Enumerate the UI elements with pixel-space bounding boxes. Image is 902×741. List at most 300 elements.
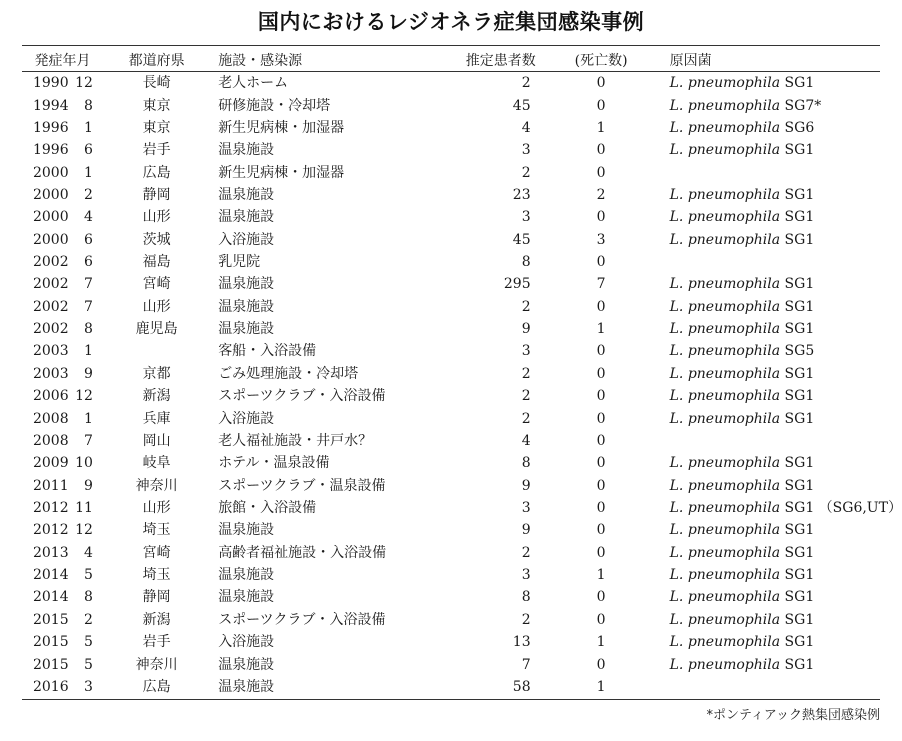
cell-year: 2015 [32, 656, 69, 673]
cell-organism [644, 452, 902, 474]
cell-cases [443, 161, 559, 183]
cell-date [22, 72, 103, 94]
cell-cases [443, 653, 559, 675]
cell-facility: 入浴施設 [218, 410, 275, 427]
cell-species: L. pneumophila [669, 500, 781, 516]
cell-prefecture: 広島 [142, 164, 171, 181]
cell-year: 2006 [32, 388, 69, 405]
table-row [22, 653, 902, 675]
cell-cases-value: 4 [521, 432, 531, 449]
cell-cases [443, 139, 559, 161]
outbreak-table [22, 48, 902, 698]
cell-serogroup: SG5 [784, 343, 815, 360]
cell-species: L. pneumophila [669, 142, 781, 159]
cell-cases [443, 229, 559, 251]
cell-year: 2003 [32, 365, 69, 382]
cell-cases-value: 23 [512, 186, 531, 203]
column-header-organism: 原因菌 [669, 53, 712, 69]
cell-month: 11 [75, 500, 93, 516]
cell-cases-value: 2 [521, 410, 531, 427]
cell-year: 2002 [32, 321, 69, 338]
cell-species: L. pneumophila [669, 522, 781, 539]
cell-deaths: 0 [596, 164, 606, 181]
cell-organism [644, 542, 902, 564]
cell-organism [644, 519, 902, 541]
table-row [22, 340, 902, 362]
table-row [22, 676, 902, 698]
cell-cases [443, 251, 559, 273]
cell-prefecture: 新潟 [142, 388, 171, 405]
cell-cases-value: 58 [512, 678, 531, 695]
cell-month: 4 [84, 544, 93, 561]
table-row [22, 363, 902, 385]
cell-cases [443, 407, 559, 429]
cell-date [22, 430, 103, 452]
cell-serogroup: SG1 [784, 611, 815, 628]
table-row [22, 184, 902, 206]
cell-deaths: 0 [596, 388, 606, 405]
cell-cases [443, 94, 559, 116]
cell-cases [443, 474, 559, 496]
cell-prefecture: 新潟 [142, 611, 171, 628]
cell-serogroup: SG1 [784, 410, 815, 427]
cell-month: 12 [75, 388, 93, 405]
cell-facility: 温泉施設 [218, 589, 275, 606]
cell-cases [443, 519, 559, 541]
cell-deaths: 0 [596, 75, 606, 92]
table-bottom-rule [22, 699, 880, 700]
cell-date [22, 117, 103, 139]
cell-serogroup: SG1 [784, 567, 815, 584]
cell-serogroup: SG1 [784, 522, 815, 539]
table-row [22, 296, 902, 318]
cell-prefecture: 東京 [142, 119, 171, 136]
cell-organism [644, 117, 902, 139]
cell-deaths: 0 [596, 477, 606, 494]
cell-month: 12 [75, 75, 93, 92]
cell-cases-value: 9 [521, 477, 531, 494]
cell-year: 2000 [32, 186, 69, 203]
cell-organism [644, 497, 902, 519]
cell-cases [443, 296, 559, 318]
table-row [22, 72, 902, 94]
cell-cases [443, 363, 559, 385]
cell-organism [644, 340, 902, 362]
cell-facility: スポーツクラブ・温泉設備 [218, 477, 386, 494]
cell-date [22, 273, 103, 295]
cell-facility: 老人ホーム [218, 75, 289, 92]
cell-cases-value: 295 [503, 276, 531, 293]
cell-species: L. pneumophila [669, 321, 781, 338]
cell-date [22, 385, 103, 407]
cell-cases [443, 206, 559, 228]
cell-facility: 老人福祉施設・井戸水？ [218, 432, 373, 449]
cell-facility: 温泉施設 [218, 186, 275, 203]
cell-facility: 旅館・入浴設備 [218, 500, 317, 516]
cell-prefecture: 岐阜 [142, 455, 171, 472]
cell-prefecture: 宮崎 [142, 544, 171, 561]
cell-cases-value: 8 [521, 254, 531, 271]
cell-date [22, 318, 103, 340]
cell-cases [443, 586, 559, 608]
cell-facility: 温泉施設 [218, 321, 275, 338]
cell-month: 8 [84, 321, 93, 338]
cell-deaths: 0 [596, 343, 606, 360]
cell-facility: 入浴施設 [218, 231, 275, 248]
page-title: 国内におけるレジオネラ症集団感染事例 [257, 10, 645, 34]
cell-date [22, 184, 103, 206]
cell-deaths: 0 [596, 298, 606, 315]
cell-date [22, 586, 103, 608]
cell-cases [443, 430, 559, 452]
cell-month: 4 [84, 209, 93, 226]
cell-cases [443, 340, 559, 362]
cell-organism [644, 161, 902, 183]
cell-deaths: 0 [596, 142, 606, 159]
cell-species: L. pneumophila [669, 544, 781, 561]
cell-cases-value: 8 [521, 455, 531, 472]
cell-year: 2000 [32, 231, 69, 248]
cell-organism [644, 564, 902, 586]
cell-year: 2002 [32, 254, 69, 271]
cell-year: 2012 [32, 500, 69, 516]
cell-serogroup: SG1 [784, 75, 815, 92]
cell-prefecture: 埼玉 [142, 567, 171, 584]
cell-month: 1 [84, 119, 93, 136]
cell-facility: 温泉施設 [218, 209, 275, 226]
cell-prefecture: 山形 [142, 209, 171, 226]
cell-year: 2002 [32, 298, 69, 315]
table-row [22, 497, 902, 519]
table-row [22, 94, 902, 116]
cell-serogroup: SG1 [784, 589, 815, 606]
cell-prefecture: 神奈川 [135, 656, 178, 673]
cell-facility: スポーツクラブ・入浴設備 [218, 611, 386, 628]
cell-cases-value: 4 [521, 119, 531, 136]
table-top-rule [22, 45, 880, 46]
cell-facility: 温泉施設 [218, 567, 275, 584]
cell-facility: 高齢者福祉施設・入浴設備 [218, 544, 387, 561]
cell-month: 9 [84, 477, 93, 494]
cell-year: 1996 [32, 142, 69, 159]
cell-deaths: 0 [596, 254, 606, 271]
table-row [22, 273, 902, 295]
cell-deaths: 1 [596, 321, 606, 338]
cell-serogroup: SG1 [784, 455, 815, 472]
cell-prefecture [103, 340, 210, 362]
cell-serogroup: SG1 [784, 634, 815, 651]
cell-year: 1996 [32, 119, 69, 136]
cell-cases [443, 542, 559, 564]
cell-serogroup: SG1 [784, 209, 815, 226]
cell-facility: 客船・入浴設備 [218, 343, 317, 360]
cell-date [22, 474, 103, 496]
column-header-cases: 推定患者数 [465, 53, 536, 69]
cell-year: 2002 [32, 276, 69, 293]
cell-facility: 温泉施設 [218, 298, 275, 315]
cell-species: L. pneumophila [669, 119, 781, 136]
cell-year: 2015 [32, 611, 69, 628]
cell-facility: 温泉施設 [218, 678, 275, 695]
cell-species: L. pneumophila [669, 410, 781, 427]
table-row [22, 407, 902, 429]
cell-cases [443, 318, 559, 340]
cell-organism [644, 206, 902, 228]
table-row [22, 586, 902, 608]
cell-organism [644, 296, 902, 318]
cell-cases [443, 564, 559, 586]
cell-cases-value: 3 [521, 500, 531, 516]
cell-month: 2 [84, 186, 93, 203]
cell-date [22, 363, 103, 385]
cell-year: 2008 [32, 410, 69, 427]
cell-serogroup: SG1 [784, 186, 815, 203]
cell-prefecture: 岩手 [142, 634, 171, 651]
cell-prefecture: 福島 [142, 254, 171, 271]
cell-deaths: 1 [596, 567, 606, 584]
cell-organism [644, 430, 902, 452]
cell-serogroup: SG1 [784, 276, 815, 293]
cell-prefecture: 静岡 [142, 186, 171, 203]
cell-cases-value: 13 [512, 634, 531, 651]
cell-species: L. pneumophila [669, 589, 781, 606]
cell-date [22, 161, 103, 183]
table-row [22, 229, 902, 251]
cell-organism [644, 318, 902, 340]
cell-deaths: 0 [596, 410, 606, 427]
cell-date [22, 542, 103, 564]
cell-date [22, 497, 103, 519]
cell-cases [443, 385, 559, 407]
cell-organism [644, 653, 902, 675]
cell-cases [443, 273, 559, 295]
cell-serogroup: SG1 [784, 142, 815, 159]
table-row [22, 139, 902, 161]
cell-species: L. pneumophila [669, 477, 781, 494]
cell-prefecture: 静岡 [142, 589, 171, 606]
cell-facility: 温泉施設 [218, 276, 275, 293]
cell-year: 2011 [32, 477, 69, 494]
cell-month: 1 [84, 164, 93, 181]
table-row [22, 117, 902, 139]
cell-cases [443, 184, 559, 206]
table-row [22, 161, 902, 183]
cell-organism [644, 609, 902, 631]
cell-year: 2008 [32, 432, 69, 449]
cell-cases-value: 3 [521, 209, 531, 226]
cell-species: L. pneumophila [669, 567, 781, 584]
cell-deaths: 0 [596, 500, 606, 516]
cell-month: 1 [84, 343, 93, 360]
cell-species: L. pneumophila [669, 388, 781, 405]
cell-year: 2014 [32, 589, 69, 606]
cell-serogroup: SG1 [784, 656, 815, 673]
table-row [22, 631, 902, 653]
cell-organism [644, 72, 902, 94]
cell-species: L. pneumophila [669, 343, 781, 360]
table-row [22, 452, 902, 474]
cell-deaths: 0 [596, 365, 606, 382]
cell-year: 2000 [32, 209, 69, 226]
cell-serogroup: SG6 [784, 119, 815, 136]
cell-facility: 温泉施設 [218, 656, 275, 673]
cell-cases-value: 7 [521, 656, 531, 673]
table-row [22, 564, 902, 586]
cell-deaths: 1 [596, 678, 606, 695]
table-row [22, 206, 902, 228]
cell-month: 2 [84, 611, 93, 628]
cell-cases [443, 452, 559, 474]
cell-species: L. pneumophila [669, 611, 781, 628]
cell-organism [644, 407, 902, 429]
cell-month: 12 [75, 522, 93, 539]
cell-year: 2015 [32, 634, 69, 651]
cell-deaths: 0 [596, 656, 606, 673]
cell-serogroup: SG1 [784, 388, 815, 405]
cell-year: 2016 [32, 678, 69, 695]
cell-cases-value: 2 [521, 75, 531, 92]
cell-facility: 入浴施設 [218, 634, 275, 651]
table-header-row [22, 48, 902, 72]
cell-deaths: 7 [596, 276, 606, 293]
cell-deaths: 1 [596, 119, 606, 136]
cell-year: 2000 [32, 164, 69, 181]
cell-cases-value: 9 [521, 321, 531, 338]
cell-deaths: 0 [596, 209, 606, 226]
cell-organism [644, 631, 902, 653]
cell-date [22, 139, 103, 161]
cell-prefecture: 神奈川 [135, 477, 178, 494]
cell-species: L. pneumophila [669, 186, 781, 203]
cell-prefecture: 岡山 [142, 432, 171, 449]
cell-date [22, 519, 103, 541]
cell-facility: スポーツクラブ・入浴設備 [218, 388, 386, 405]
cell-organism [644, 273, 902, 295]
cell-deaths: 1 [596, 634, 606, 651]
cell-date [22, 94, 103, 116]
cell-facility: 温泉施設 [218, 522, 275, 539]
cell-month: 5 [84, 656, 93, 673]
cell-cases-value: 3 [521, 343, 531, 360]
cell-date [22, 296, 103, 318]
cell-cases-value: 3 [521, 567, 531, 584]
cell-serogroup: SG1 [784, 231, 815, 248]
cell-month: 7 [84, 276, 93, 293]
cell-cases-value: 45 [512, 97, 531, 114]
cell-deaths: 3 [596, 231, 606, 248]
cell-deaths: 0 [596, 544, 606, 561]
cell-prefecture: 兵庫 [142, 410, 171, 427]
cell-prefecture: 岩手 [142, 142, 171, 159]
cell-deaths: 2 [596, 186, 606, 203]
cell-cases-value: 45 [512, 231, 531, 248]
cell-month: 8 [84, 97, 93, 114]
cell-cases-value: 2 [521, 544, 531, 561]
cell-year: 2003 [32, 343, 69, 360]
cell-serogroup: SG1 [784, 477, 815, 494]
cell-serogroup: SG1 [784, 321, 815, 338]
cell-date [22, 452, 103, 474]
cell-prefecture: 山形 [142, 500, 171, 516]
cell-month: 1 [84, 410, 93, 427]
column-header-facility: 施設・感染源 [218, 53, 303, 69]
cell-species: L. pneumophila [669, 276, 781, 293]
cell-year: 2009 [32, 455, 69, 472]
cell-date [22, 564, 103, 586]
cell-organism [644, 474, 902, 496]
cell-organism [644, 586, 902, 608]
cell-species: L. pneumophila [669, 298, 781, 315]
column-header-deaths: (死亡数) [574, 53, 628, 69]
cell-cases-value: 2 [521, 388, 531, 405]
cell-deaths: 0 [596, 611, 606, 628]
cell-facility: 研修施設・冷却塔 [218, 97, 331, 114]
cell-cases [443, 497, 559, 519]
footnote: *ポンティアック熱集団感染例 [706, 708, 880, 723]
cell-deaths: 0 [596, 432, 606, 449]
cell-date [22, 340, 103, 362]
cell-organism [644, 94, 902, 116]
cell-cases [443, 631, 559, 653]
cell-prefecture: 山形 [142, 298, 171, 315]
cell-cases [443, 117, 559, 139]
cell-month: 7 [84, 298, 93, 315]
cell-month: 6 [84, 254, 93, 271]
cell-prefecture: 鹿児島 [135, 321, 178, 338]
cell-deaths: 0 [596, 589, 606, 606]
cell-prefecture: 東京 [142, 97, 171, 114]
cell-facility: 新生児病棟・加湿器 [218, 119, 345, 136]
table-row [22, 474, 902, 496]
cell-cases [443, 676, 559, 698]
cell-cases-value: 2 [521, 164, 531, 181]
cell-date [22, 609, 103, 631]
cell-species: L. pneumophila [669, 365, 781, 382]
table-row [22, 430, 902, 452]
cell-date [22, 206, 103, 228]
cell-species: L. pneumophila [669, 97, 781, 114]
cell-facility: ホテル・温泉設備 [218, 455, 330, 472]
cell-serogroup: SG1 [784, 298, 815, 315]
cell-organism [644, 184, 902, 206]
cell-organism [644, 385, 902, 407]
cell-serogroup: SG1 [784, 365, 815, 382]
table-row [22, 251, 902, 273]
cell-organism [644, 363, 902, 385]
cell-month: 6 [84, 231, 93, 248]
cell-month: 7 [84, 432, 93, 449]
cell-facility: 乳児院 [218, 254, 261, 271]
cell-facility: ごみ処理施設・冷却塔 [218, 365, 359, 382]
cell-date [22, 631, 103, 653]
table-row [22, 385, 902, 407]
cell-prefecture: 広島 [142, 678, 171, 695]
cell-year: 2012 [32, 522, 69, 539]
cell-month: 6 [84, 142, 93, 159]
cell-date [22, 407, 103, 429]
table-row [22, 542, 902, 564]
cell-date [22, 653, 103, 675]
cell-organism [644, 251, 902, 273]
cell-serogroup: SG1 [784, 544, 815, 561]
cell-organism [644, 139, 902, 161]
column-header-date: 発症年月 [34, 53, 91, 69]
cell-prefecture: 茨城 [142, 231, 171, 248]
cell-organism [644, 229, 902, 251]
cell-serogroup: SG7* [784, 97, 822, 114]
cell-species: L. pneumophila [669, 656, 781, 673]
cell-month: 9 [84, 365, 93, 382]
